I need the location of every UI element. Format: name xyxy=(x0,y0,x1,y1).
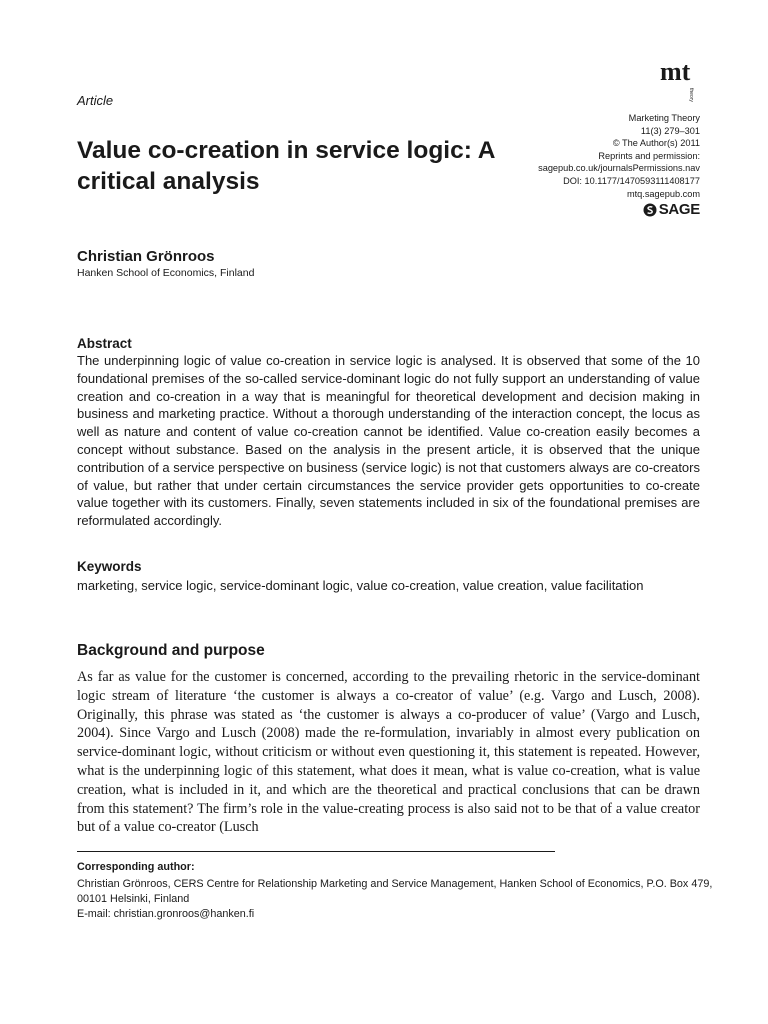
corresponding-author-details xyxy=(77,877,717,922)
reprints-link[interactable]: sagepub.co.uk/journalsPermissions.nav xyxy=(538,163,700,174)
mt-logo-icon xyxy=(660,58,702,104)
author-affiliation: Hanken School of Economics, Finland xyxy=(77,267,255,279)
author-name: Christian Grönroos xyxy=(77,248,215,265)
logo-letters: mt xyxy=(660,58,691,86)
publisher-name: SAGE xyxy=(658,200,700,218)
corresponding-author-heading: Corresponding author: xyxy=(77,861,195,873)
keywords-text: marketing, service logic, service-dominant logic, value co-creation, value creation, value facilitation xyxy=(77,578,644,593)
journal-site-link[interactable]: mtq.sagepub.com xyxy=(626,188,700,199)
abstract-heading: Abstract xyxy=(77,336,132,351)
section-heading: Background and purpose xyxy=(77,642,265,659)
copyright: © The Author(s) 2011 xyxy=(612,138,700,149)
reprints-label: Reprints and permission: xyxy=(598,150,700,161)
journal-volume: 11(3) 279–301 xyxy=(640,125,700,136)
sage-s-icon xyxy=(643,203,657,217)
keywords-heading: Keywords xyxy=(77,559,142,574)
footnote-divider xyxy=(77,851,555,852)
logo-tiny-text: theory xyxy=(688,88,694,102)
corresponding-author-email[interactable]: E-mail: christian.gronroos@hanken.fi xyxy=(77,908,255,920)
article-title: Value co-creation in service logic: A critical analysis xyxy=(77,137,495,195)
doi[interactable]: DOI: 10.1177/1470593111408177 xyxy=(563,175,700,186)
corresponding-author-address: Christian Grönroos, CERS Centre for Relationship Marketing and Service Management, Hanken School of Economics, P.O. Box 479, 00101 Helsinki, Finland xyxy=(77,878,713,905)
publisher-logo xyxy=(440,200,700,218)
section-text: As far as value for the customer is concerned, according to the prevailing rhetoric in the service-dominant logic stream of literature ‘the customer is always a co-creator of value’ (e.g. Vargo and Lusch, 2008). Originally, this phrase was stated as ‘the customer is always a co-producer of value’ (Vargo and Lusch, 2004). Since Vargo and Lusch (2008) made the re-formulation, invariably in almost every publication on service-dominant logic, without criticism or without even questioning it, this statement is repeated. However, what is the underpinning logic of this statement, what does it mean, what is value co-creation, what is value creation, what is included in it, and which are the theoretical and practical conclusions that can be drawn from this statement? The firm’s role in the value-creating process is also said not to be that of a value creator but of a value co-creator (Lusch xyxy=(77,669,700,836)
journal-logo xyxy=(660,58,702,104)
abstract-text: The underpinning logic of value co-creation in service logic is analysed. It is observed that some of the 10 foundational premises of the so-called service-dominant logic do not fully support an understanding of value creation and co-creation in a way that is meaningful for theoretical development and decision making in business and marketing practice. Without a thorough understanding of the interaction concept, the locus as well as nature and content of value co-creation cannot be identified. Value co-creation easily becomes a concept without substance. Based on the analysis in the present article, it is observed that the unique contribution of a service perspective on business (service logic) is not that customers always are co-creators of value, but rather that under certain circumstances the service provider gets opportunities to co-create value together with its customers. Finally, seven statements included in six of the foundational premises are reformulated accordingly. xyxy=(77,353,700,529)
article-type-label: Article xyxy=(77,93,114,108)
journal-name: Marketing Theory xyxy=(628,113,700,123)
